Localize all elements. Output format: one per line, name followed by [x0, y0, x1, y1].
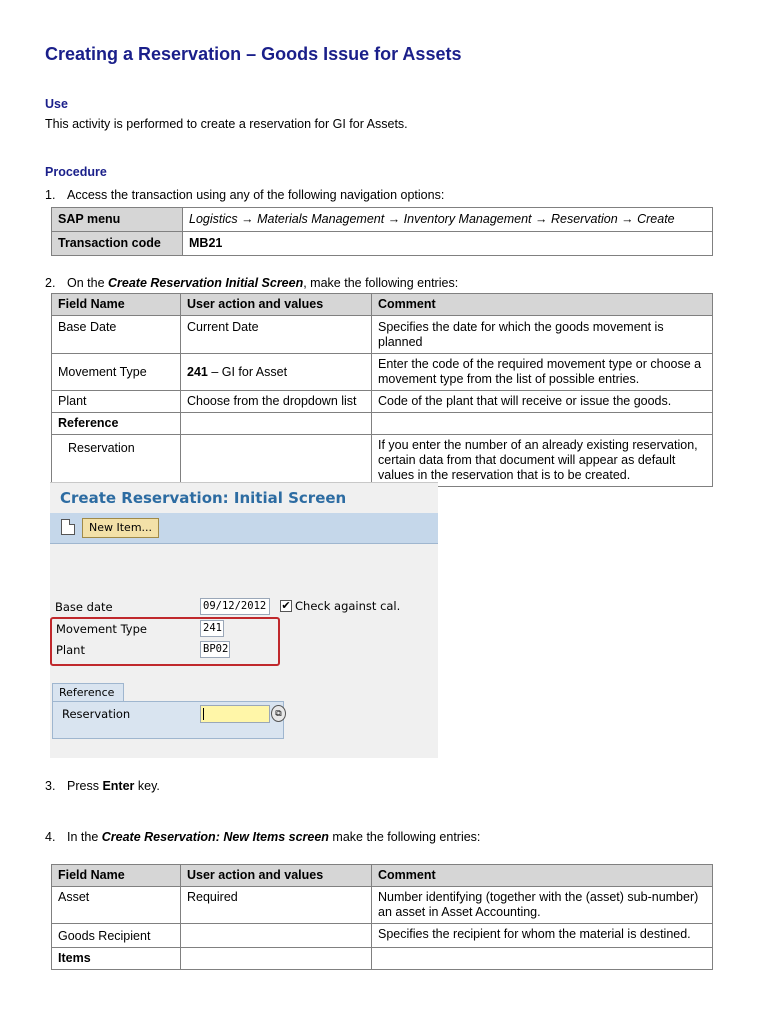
reference-tab[interactable]: Reference [52, 683, 124, 701]
field-name: Reservation [52, 435, 181, 487]
reservation-label: Reservation [62, 707, 131, 721]
column-header: Field Name [52, 865, 181, 887]
step-2 [45, 276, 458, 290]
user-action [181, 435, 372, 487]
table-row [52, 413, 713, 435]
base-date-field[interactable]: 09/12/2012 [200, 598, 270, 615]
user-action: Required [181, 887, 372, 924]
step-number: 1. [45, 188, 56, 202]
sap-toolbar [50, 513, 438, 544]
step-text-suffix: key. [134, 779, 160, 793]
user-action [181, 948, 372, 970]
field-name: Reference [52, 413, 181, 435]
step-text-prefix: On the [67, 276, 108, 290]
use-text: This activity is performed to create a reservation for GI for Assets. [45, 117, 408, 131]
user-action [181, 924, 372, 948]
step-text-prefix: In the [67, 830, 102, 844]
step-number: 3. [45, 779, 56, 793]
comment: Specifies the date for which the goods movement is planned [372, 316, 713, 354]
user-action [181, 354, 372, 391]
movement-type-code: 241 [187, 364, 208, 379]
column-header: User action and values [181, 294, 372, 316]
step-text-suffix: , make the following entries: [303, 276, 459, 290]
reservation-field[interactable] [200, 705, 270, 723]
column-header: Comment [372, 865, 713, 887]
procedure-heading: Procedure [45, 165, 107, 179]
navigation-table [51, 207, 713, 256]
table-row [52, 232, 713, 256]
sap-menu-path: Logistics → Materials Management → Inventory Management → Reservation → Create [183, 208, 713, 232]
initial-screen-table [51, 293, 713, 487]
screen-name: Create Reservation Initial Screen [108, 276, 304, 290]
text-cursor [203, 708, 204, 720]
step-text: Access the transaction using any of the following navigation options: [67, 188, 445, 202]
new-item-button[interactable]: New Item... [82, 518, 159, 538]
value-help-icon[interactable]: ⧉ [271, 705, 286, 722]
table-row [52, 435, 713, 487]
comment [372, 413, 713, 435]
sap-screen-title: Create Reservation: Initial Screen [60, 489, 347, 507]
new-items-table [51, 864, 713, 970]
step-text-suffix: make the following entries: [328, 830, 481, 844]
column-header: Comment [372, 294, 713, 316]
table-row [52, 391, 713, 413]
comment: Code of the plant that will receive or issue the goods. [372, 391, 713, 413]
table-row [52, 208, 713, 232]
user-action: Choose from the dropdown list [181, 391, 372, 413]
movement-type-desc: – GI for Asset [207, 364, 288, 379]
field-name: Asset [52, 887, 181, 924]
comment [372, 948, 713, 970]
comment: Number identifying (together with the (asset) sub-number) an asset in Asset Accounting. [372, 887, 713, 924]
check-against-calendar-label: Check against cal. [295, 599, 401, 613]
check-against-calendar-checkbox[interactable]: ✔ [281, 600, 291, 612]
user-action: Current Date [181, 316, 372, 354]
movement-type-label: Movement Type [56, 622, 147, 636]
page-title: Creating a Reservation – Goods Issue for Assets [45, 44, 462, 64]
field-name: Base Date [52, 316, 181, 354]
new-document-icon[interactable] [61, 519, 75, 535]
table-row [52, 948, 713, 970]
plant-field[interactable]: BP02 [200, 641, 230, 658]
plant-label: Plant [56, 643, 85, 657]
step-text-prefix: Press [67, 779, 103, 793]
user-action [181, 413, 372, 435]
column-header: Field Name [52, 294, 181, 316]
movement-type-field[interactable]: 241 [200, 620, 224, 637]
field-name: Goods Recipient [52, 924, 181, 948]
column-header: User action and values [181, 865, 372, 887]
field-name: Movement Type [52, 354, 181, 391]
transaction-code-label: Transaction code [52, 232, 183, 256]
table-row [52, 887, 713, 924]
step-1 [45, 188, 444, 202]
table-header-row [52, 865, 713, 887]
step-4 [45, 830, 480, 844]
step-number: 4. [45, 830, 56, 844]
table-row [52, 354, 713, 391]
field-name: Items [52, 948, 181, 970]
sap-screenshot [50, 482, 438, 758]
table-header-row [52, 294, 713, 316]
field-name: Plant [52, 391, 181, 413]
highlight-box [50, 617, 280, 666]
base-date-label: Base date [55, 600, 113, 614]
key-name: Enter [102, 779, 135, 793]
step-3 [45, 779, 160, 793]
use-heading: Use [45, 97, 68, 111]
step-number: 2. [45, 276, 56, 290]
sap-menu-label: SAP menu [52, 208, 183, 232]
comment: Specifies the recipient for whom the material is destined. [372, 924, 713, 948]
table-row [52, 924, 713, 948]
comment: Enter the code of the required movement type or choose a movement type from the list of possible entries. [372, 354, 713, 391]
transaction-code-value: MB21 [183, 232, 713, 256]
comment: If you enter the number of an already existing reservation, certain data from that document will appear as default values in the reservation that is to be created. [372, 435, 713, 487]
table-row [52, 316, 713, 354]
screen-name: Create Reservation: New Items screen [101, 830, 329, 844]
